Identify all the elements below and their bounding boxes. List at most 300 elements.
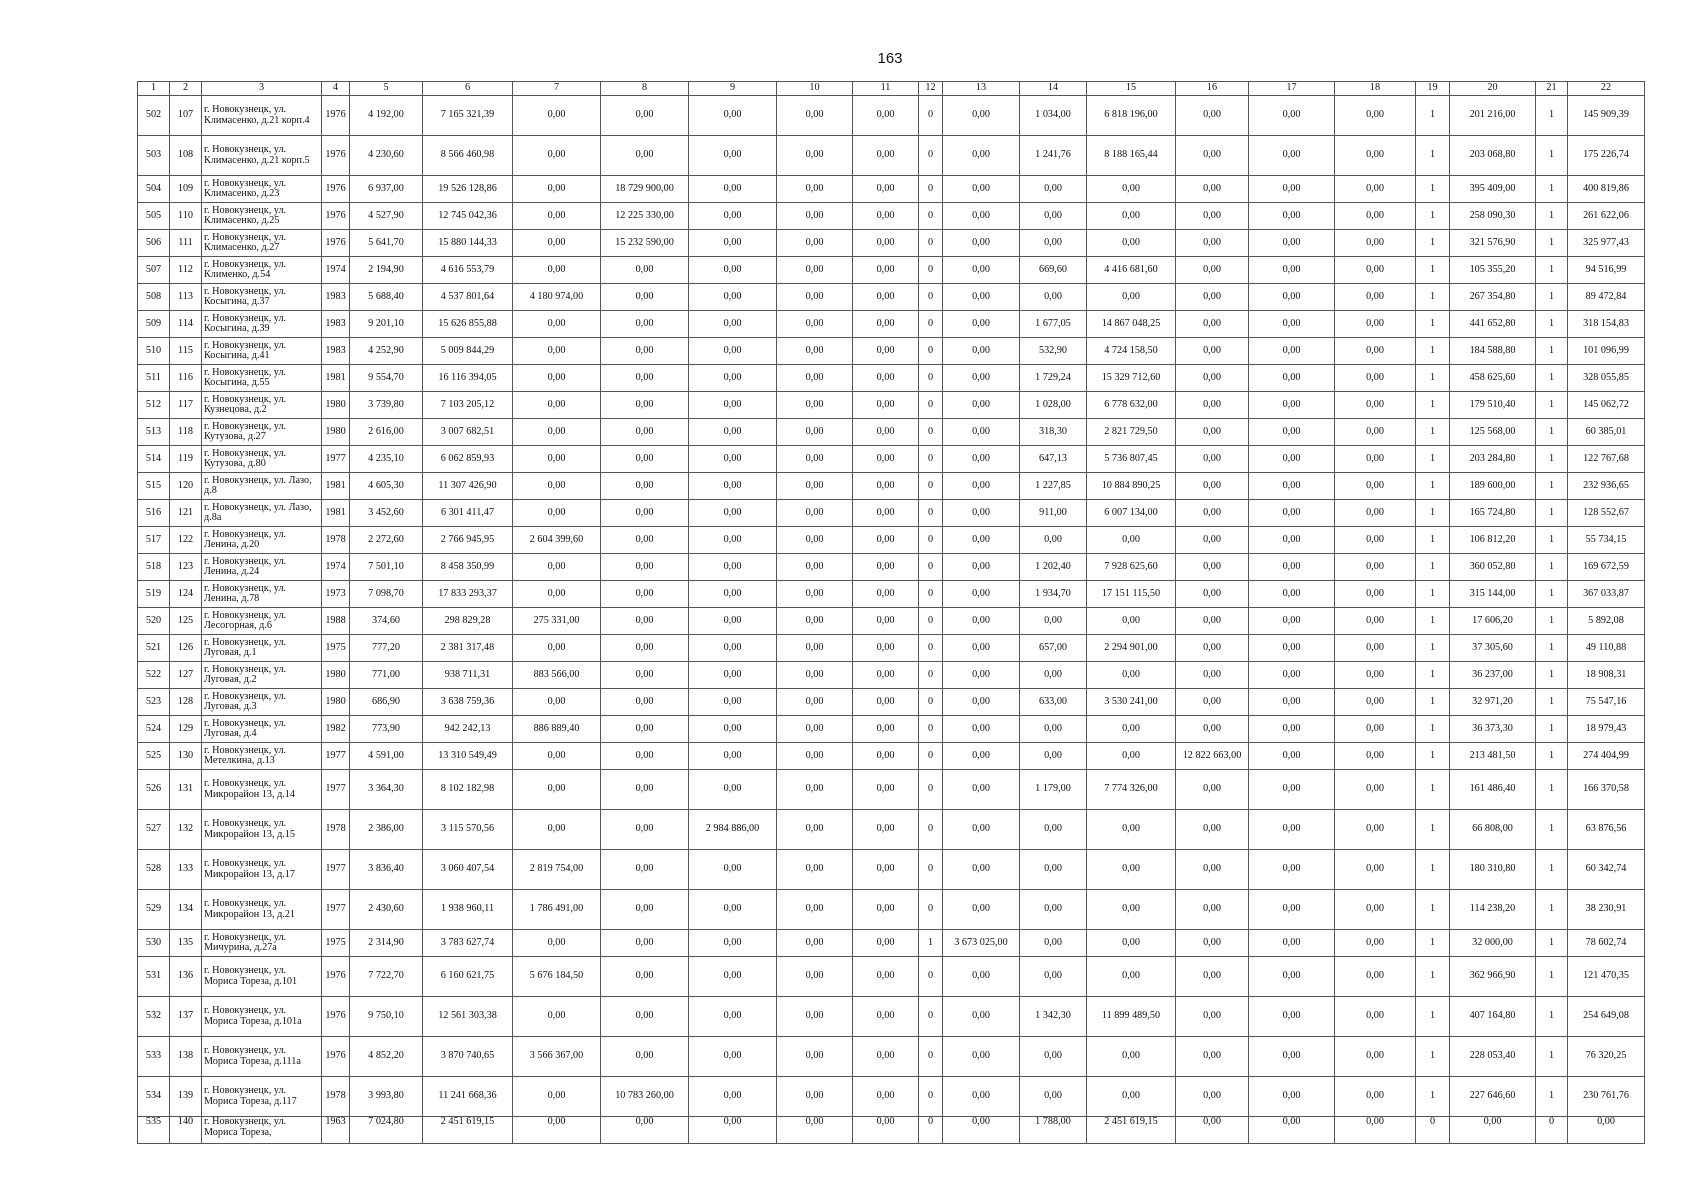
table-row: [138, 608, 1645, 635]
table-cell: 0,00: [689, 96, 777, 136]
table-cell: 1976: [322, 230, 350, 257]
table-cell: 0,00: [601, 311, 689, 338]
column-header-5: 5: [350, 82, 423, 96]
table-cell: 3 566 367,00: [513, 1037, 601, 1077]
table-cell: 0,00: [689, 997, 777, 1037]
table-cell: 0,00: [601, 850, 689, 890]
table-cell: 0,00: [1087, 1037, 1176, 1077]
table-cell: 1973: [322, 581, 350, 608]
table-cell: 1: [1536, 957, 1568, 997]
table-cell: 0: [919, 770, 943, 810]
table-cell: 0,00: [853, 230, 919, 257]
table-cell: 165 724,80: [1450, 500, 1536, 527]
table-cell: 0,00: [689, 1117, 777, 1144]
table-cell: 362 966,90: [1450, 957, 1536, 997]
table-cell: 1980: [322, 689, 350, 716]
table-cell: 0,00: [1249, 419, 1335, 446]
table-cell: 527: [138, 810, 170, 850]
table-row: [138, 810, 1645, 850]
table-cell: 0,00: [513, 554, 601, 581]
table-cell: 1: [1416, 392, 1450, 419]
table-cell: 0,00: [943, 997, 1020, 1037]
table-cell: 2 272,60: [350, 527, 423, 554]
table-cell: 1982: [322, 716, 350, 743]
table-cell: 0,00: [777, 230, 853, 257]
table-cell: 0,00: [943, 338, 1020, 365]
table-cell: 0,00: [689, 338, 777, 365]
table-cell: 529: [138, 890, 170, 930]
address-cell: г. Новокузнецк, ул. Мориса Тореза, д.117: [202, 1077, 322, 1117]
table-cell: 0,00: [853, 770, 919, 810]
table-cell: 0: [919, 810, 943, 850]
table-cell: 511: [138, 365, 170, 392]
table-cell: 0,00: [689, 311, 777, 338]
table-cell: 325 977,43: [1568, 230, 1645, 257]
table-cell: 0,00: [853, 419, 919, 446]
table-cell: 0,00: [1450, 1117, 1536, 1144]
table-cell: 318 154,83: [1568, 311, 1645, 338]
table-cell: 0,00: [1176, 203, 1249, 230]
table-cell: 0,00: [513, 203, 601, 230]
table-cell: 1: [1416, 136, 1450, 176]
table-cell: 120: [170, 473, 202, 500]
table-cell: 0,00: [777, 635, 853, 662]
table-cell: 0,00: [1176, 850, 1249, 890]
table-cell: 180 310,80: [1450, 850, 1536, 890]
table-cell: 1 788,00: [1020, 1117, 1087, 1144]
table-cell: 0: [919, 338, 943, 365]
table-cell: 0,00: [1087, 743, 1176, 770]
table-cell: 0,00: [1176, 716, 1249, 743]
table-cell: 1: [1536, 1037, 1568, 1077]
table-cell: 1983: [322, 284, 350, 311]
table-cell: 0,00: [1335, 662, 1416, 689]
table-cell: 0,00: [853, 635, 919, 662]
table-cell: 1: [1416, 284, 1450, 311]
table-cell: 1: [1416, 203, 1450, 230]
table-cell: 1: [1416, 608, 1450, 635]
table-cell: 3 364,30: [350, 770, 423, 810]
table-cell: 0,00: [1087, 203, 1176, 230]
address-cell: г. Новокузнецк, ул. Кузнецова, д.2: [202, 392, 322, 419]
table-cell: 1: [1416, 473, 1450, 500]
table-cell: 1981: [322, 365, 350, 392]
table-cell: 321 576,90: [1450, 230, 1536, 257]
address-cell: г. Новокузнецк, ул. Климасенко, д.23: [202, 176, 322, 203]
table-cell: 521: [138, 635, 170, 662]
column-header-2: 2: [170, 82, 202, 96]
table-cell: 9 750,10: [350, 997, 423, 1037]
table-cell: 0,00: [1249, 203, 1335, 230]
table-cell: 0,00: [601, 608, 689, 635]
table-cell: 2 604 399,60: [513, 527, 601, 554]
table-cell: 122 767,68: [1568, 446, 1645, 473]
table-cell: 647,13: [1020, 446, 1087, 473]
table-cell: 121 470,35: [1568, 957, 1645, 997]
address-cell: г. Новокузнецк, ул. Метелкина, д.13: [202, 743, 322, 770]
column-header-22: 22: [1568, 82, 1645, 96]
table-cell: 0,00: [1335, 810, 1416, 850]
table-cell: 522: [138, 662, 170, 689]
table-cell: 0,00: [1249, 930, 1335, 957]
address-cell: г. Новокузнецк, ул. Мориса Тореза, д.101а: [202, 997, 322, 1037]
table-cell: 125: [170, 608, 202, 635]
table-cell: 0,00: [1176, 257, 1249, 284]
table-cell: 0,00: [853, 500, 919, 527]
table-cell: 139: [170, 1077, 202, 1117]
table-cell: 0,00: [1335, 581, 1416, 608]
table-cell: 0,00: [853, 1037, 919, 1077]
table-cell: 0,00: [1249, 1077, 1335, 1117]
table-cell: 374,60: [350, 608, 423, 635]
table-cell: 0,00: [777, 203, 853, 230]
table-cell: 0,00: [1249, 365, 1335, 392]
address-cell: г. Новокузнецк, ул. Мориса Тореза, д.111а: [202, 1037, 322, 1077]
column-header-15: 15: [1087, 82, 1176, 96]
table-cell: 203 284,80: [1450, 446, 1536, 473]
column-header-16: 16: [1176, 82, 1249, 96]
table-cell: 267 354,80: [1450, 284, 1536, 311]
table-cell: 1: [1536, 203, 1568, 230]
table-cell: 4 537 801,64: [423, 284, 513, 311]
data-table: [137, 81, 1645, 1144]
address-cell: г. Новокузнецк, ул. Лазо, д.8: [202, 473, 322, 500]
table-cell: 0,00: [1335, 365, 1416, 392]
table-cell: 942 242,13: [423, 716, 513, 743]
table-cell: 0: [919, 716, 943, 743]
table-cell: 0,00: [601, 716, 689, 743]
table-cell: 1977: [322, 850, 350, 890]
table-cell: 0,00: [1335, 957, 1416, 997]
table-cell: 7 103 205,12: [423, 392, 513, 419]
table-cell: 4 527,90: [350, 203, 423, 230]
table-cell: 0,00: [1176, 581, 1249, 608]
table-cell: 116: [170, 365, 202, 392]
table-cell: 7 774 326,00: [1087, 770, 1176, 810]
table-cell: 3 836,40: [350, 850, 423, 890]
table-cell: 2 314,90: [350, 930, 423, 957]
table-cell: 0,00: [513, 689, 601, 716]
table-cell: 2 821 729,50: [1087, 419, 1176, 446]
table-cell: 0,00: [601, 930, 689, 957]
table-cell: 0,00: [1020, 230, 1087, 257]
table-cell: 12 225 330,00: [601, 203, 689, 230]
table-cell: 1: [1536, 608, 1568, 635]
table-cell: 507: [138, 257, 170, 284]
table-cell: 11 241 668,36: [423, 1077, 513, 1117]
table-cell: 0: [919, 581, 943, 608]
table-cell: 2 386,00: [350, 810, 423, 850]
table-cell: 0,00: [513, 635, 601, 662]
table-cell: 0,00: [601, 554, 689, 581]
table-cell: 0: [919, 230, 943, 257]
table-cell: 5 688,40: [350, 284, 423, 311]
table-cell: 1: [1536, 365, 1568, 392]
table-cell: 4 252,90: [350, 338, 423, 365]
table-cell: 1: [1416, 581, 1450, 608]
table-cell: 1: [1536, 500, 1568, 527]
table-cell: 15 626 855,88: [423, 311, 513, 338]
table-cell: 0,00: [1335, 850, 1416, 890]
table-cell: 0,00: [689, 581, 777, 608]
table-cell: 0,00: [689, 527, 777, 554]
table-cell: 0,00: [1176, 392, 1249, 419]
table-cell: 5 641,70: [350, 230, 423, 257]
table-cell: 0,00: [601, 392, 689, 419]
table-cell: 2 766 945,95: [423, 527, 513, 554]
table-cell: 0: [919, 136, 943, 176]
table-cell: 0,00: [601, 473, 689, 500]
table-cell: 0,00: [1176, 96, 1249, 136]
table-cell: 657,00: [1020, 635, 1087, 662]
column-header-8: 8: [601, 82, 689, 96]
column-header-10: 10: [777, 82, 853, 96]
table-cell: 66 808,00: [1450, 810, 1536, 850]
table-cell: 78 602,74: [1568, 930, 1645, 957]
table-cell: 400 819,86: [1568, 176, 1645, 203]
column-header-13: 13: [943, 82, 1020, 96]
table-cell: 0,00: [777, 527, 853, 554]
table-cell: 1: [1536, 338, 1568, 365]
table-cell: 883 566,00: [513, 662, 601, 689]
table-cell: 0,00: [1249, 850, 1335, 890]
table-cell: 0,00: [777, 500, 853, 527]
table-cell: 0,00: [777, 257, 853, 284]
table-cell: 367 033,87: [1568, 581, 1645, 608]
address-cell: г. Новокузнецк, ул. Луговая, д.2: [202, 662, 322, 689]
table-cell: 0,00: [513, 257, 601, 284]
table-cell: 136: [170, 957, 202, 997]
table-cell: 0: [1536, 1117, 1568, 1144]
address-cell: г. Новокузнецк, ул. Ленина, д.20: [202, 527, 322, 554]
table-cell: 0,00: [1568, 1117, 1645, 1144]
table-cell: 0,00: [1176, 770, 1249, 810]
table-row: [138, 338, 1645, 365]
table-cell: 10 783 260,00: [601, 1077, 689, 1117]
table-cell: 121: [170, 500, 202, 527]
table-row: [138, 365, 1645, 392]
table-cell: 0,00: [1176, 284, 1249, 311]
table-cell: 275 331,00: [513, 608, 601, 635]
table-cell: 0,00: [601, 1037, 689, 1077]
table-cell: 111: [170, 230, 202, 257]
table-cell: 19 526 128,86: [423, 176, 513, 203]
table-cell: 0,00: [689, 203, 777, 230]
table-cell: 0: [919, 662, 943, 689]
table-cell: 15 329 712,60: [1087, 365, 1176, 392]
table-row: [138, 1117, 1645, 1144]
table-cell: 1978: [322, 810, 350, 850]
table-cell: 0,00: [1176, 554, 1249, 581]
table-row: [138, 257, 1645, 284]
table-cell: 0,00: [1249, 716, 1335, 743]
table-cell: 534: [138, 1077, 170, 1117]
table-cell: 0,00: [777, 957, 853, 997]
table-cell: 526: [138, 770, 170, 810]
address-cell: г. Новокузнецк, ул. Луговая, д.3: [202, 689, 322, 716]
table-cell: 1974: [322, 554, 350, 581]
table-cell: 0,00: [1335, 419, 1416, 446]
table-cell: 0,00: [1335, 473, 1416, 500]
table-cell: 112: [170, 257, 202, 284]
table-cell: 0,00: [1087, 608, 1176, 635]
table-cell: 0,00: [1249, 997, 1335, 1037]
table-cell: 1: [1416, 810, 1450, 850]
table-row: [138, 203, 1645, 230]
table-cell: 3 115 570,56: [423, 810, 513, 850]
table-cell: 0,00: [601, 338, 689, 365]
table-cell: 1963: [322, 1117, 350, 1144]
table-cell: 1978: [322, 527, 350, 554]
table-cell: 7 024,80: [350, 1117, 423, 1144]
table-cell: 0,00: [777, 136, 853, 176]
table-cell: 16 116 394,05: [423, 365, 513, 392]
table-cell: 145 062,72: [1568, 392, 1645, 419]
table-cell: 32 000,00: [1450, 930, 1536, 957]
table-cell: 1: [1536, 473, 1568, 500]
table-cell: 0,00: [943, 230, 1020, 257]
table-row: [138, 473, 1645, 500]
table-cell: 0,00: [943, 365, 1020, 392]
table-row: [138, 662, 1645, 689]
table-cell: 0,00: [777, 419, 853, 446]
table-cell: 0,00: [1249, 608, 1335, 635]
table-cell: 36 373,30: [1450, 716, 1536, 743]
table-cell: 0,00: [689, 473, 777, 500]
table-cell: 117: [170, 392, 202, 419]
table-cell: 1980: [322, 392, 350, 419]
table-row: [138, 930, 1645, 957]
table-cell: 0: [919, 1077, 943, 1117]
table-cell: 0,00: [943, 689, 1020, 716]
table-cell: 0,00: [513, 96, 601, 136]
table-cell: 1: [1536, 997, 1568, 1037]
table-cell: 0,00: [1249, 743, 1335, 770]
table-cell: 2 194,90: [350, 257, 423, 284]
table-cell: 17 833 293,37: [423, 581, 513, 608]
table-cell: 0,00: [689, 284, 777, 311]
table-cell: 124: [170, 581, 202, 608]
table-cell: 1 729,24: [1020, 365, 1087, 392]
table-cell: 1976: [322, 176, 350, 203]
table-cell: 2 381 317,48: [423, 635, 513, 662]
address-cell: г. Новокузнецк, ул. Клименко, д.54: [202, 257, 322, 284]
table-cell: 0,00: [601, 635, 689, 662]
column-header-14: 14: [1020, 82, 1087, 96]
table-cell: 232 936,65: [1568, 473, 1645, 500]
table-cell: 0,00: [943, 890, 1020, 930]
table-cell: 0,00: [943, 419, 1020, 446]
table-cell: 8 458 350,99: [423, 554, 513, 581]
address-cell: г. Новокузнецк, ул. Косыгина, д.55: [202, 365, 322, 392]
table-cell: 113: [170, 284, 202, 311]
table-cell: 0,00: [943, 446, 1020, 473]
table-cell: 228 053,40: [1450, 1037, 1536, 1077]
table-row: [138, 419, 1645, 446]
table-cell: 505: [138, 203, 170, 230]
table-cell: 0,00: [943, 770, 1020, 810]
table-cell: 0,00: [1335, 997, 1416, 1037]
table-cell: 0,00: [1249, 176, 1335, 203]
table-cell: 135: [170, 930, 202, 957]
table-cell: 0,00: [689, 176, 777, 203]
table-cell: 137: [170, 997, 202, 1037]
header-row: [138, 82, 1645, 96]
table-cell: 6 007 134,00: [1087, 500, 1176, 527]
table-cell: 0,00: [1335, 338, 1416, 365]
table-cell: 0: [919, 176, 943, 203]
table-cell: 0,00: [1249, 230, 1335, 257]
table-cell: 0,00: [777, 1077, 853, 1117]
table-cell: 0,00: [513, 230, 601, 257]
table-cell: 4 591,00: [350, 743, 423, 770]
address-cell: г. Новокузнецк, ул. Мориса Тореза,: [202, 1117, 322, 1144]
table-cell: 0,00: [777, 284, 853, 311]
table-cell: 0,00: [689, 1077, 777, 1117]
table-cell: 12 561 303,38: [423, 997, 513, 1037]
table-cell: 0,00: [1249, 311, 1335, 338]
table-cell: 1 034,00: [1020, 96, 1087, 136]
table-cell: 4 192,00: [350, 96, 423, 136]
table-cell: 0,00: [943, 635, 1020, 662]
table-cell: 0,00: [853, 257, 919, 284]
table-cell: 0,00: [1020, 284, 1087, 311]
table-row: [138, 689, 1645, 716]
table-cell: 525: [138, 743, 170, 770]
table-cell: 0,00: [943, 136, 1020, 176]
table-cell: 1 028,00: [1020, 392, 1087, 419]
table-cell: 686,90: [350, 689, 423, 716]
table-cell: 0,00: [1020, 716, 1087, 743]
address-cell: г. Новокузнецк, ул. Микрорайон 13, д.17: [202, 850, 322, 890]
table-cell: 119: [170, 446, 202, 473]
table-row: [138, 770, 1645, 810]
table-cell: 254 649,08: [1568, 997, 1645, 1037]
table-cell: 15 232 590,00: [601, 230, 689, 257]
table-cell: 0: [919, 311, 943, 338]
table-cell: 1: [1416, 527, 1450, 554]
table-cell: 17 151 115,50: [1087, 581, 1176, 608]
table-cell: 230 761,76: [1568, 1077, 1645, 1117]
table-cell: 60 385,01: [1568, 419, 1645, 446]
table-cell: 1976: [322, 957, 350, 997]
table-cell: 108: [170, 136, 202, 176]
table-cell: 0,00: [1249, 446, 1335, 473]
table-cell: 55 734,15: [1568, 527, 1645, 554]
table-cell: 0,00: [1335, 770, 1416, 810]
table-cell: 127: [170, 662, 202, 689]
table-cell: 0: [919, 419, 943, 446]
address-cell: г. Новокузнецк, ул. Кутузова, д.27: [202, 419, 322, 446]
table-cell: 0,00: [853, 890, 919, 930]
table-cell: 2 451 619,15: [1087, 1117, 1176, 1144]
table-cell: 510: [138, 338, 170, 365]
table-cell: 0,00: [853, 284, 919, 311]
table-cell: 1: [1536, 890, 1568, 930]
table-cell: 1: [1416, 176, 1450, 203]
table-cell: 0,00: [1176, 473, 1249, 500]
table-cell: 0,00: [1176, 419, 1249, 446]
table-cell: 0,00: [1087, 1077, 1176, 1117]
table-cell: 0,00: [1335, 527, 1416, 554]
table-cell: 0,00: [513, 446, 601, 473]
table-cell: 4 852,20: [350, 1037, 423, 1077]
table-cell: 0,00: [777, 446, 853, 473]
table-cell: 0,00: [1020, 930, 1087, 957]
table-row: [138, 743, 1645, 770]
table-cell: 0,00: [1249, 662, 1335, 689]
table-cell: 0,00: [853, 136, 919, 176]
